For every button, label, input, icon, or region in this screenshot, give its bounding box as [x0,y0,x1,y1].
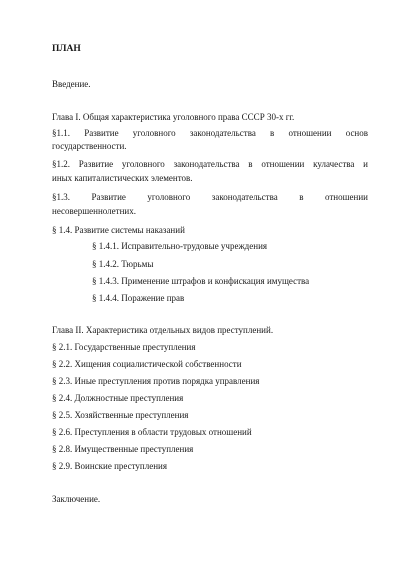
section-2-1: § 2.1. Государственные преступления [52,342,196,352]
section-1-4-4: § 1.4.4. Поражение прав [92,293,185,303]
section-1-4-3: § 1.4.3. Применение штрафов и конфискация имущества [92,276,310,286]
section-1-4-2: § 1.4.2. Тюрьмы [92,259,154,269]
section-1-3-line2: несовершеннолетних. [52,206,136,216]
section-2-3: § 2.3. Иные преступления против порядка управления [52,376,260,386]
section-2-5: § 2.5. Хозяйственные преступления [52,410,189,420]
section-2-9: § 2.9. Воинские преступления [52,461,167,471]
chapter-2-title: Глава II. Характеристика отдельных видов преступлений. [52,325,274,335]
section-1-4: § 1.4. Развитие системы наказаний [52,225,185,235]
chapter-1-title: Глава I. Общая характеристика уголовного права СССР 30-х гг. [52,112,295,122]
section-1-2-line1: §1.2. Развитие уголовного законодательства в отношении кулачества и [52,159,368,169]
section-2-2: § 2.2. Хищения социалистической собственности [52,359,242,369]
conclusion-heading: Заключение. [52,494,101,504]
intro-heading: Введение. [52,79,91,89]
section-2-4: § 2.4. Должностные преступления [52,393,184,403]
section-2-6: § 2.6. Преступления в области трудовых отношений [52,427,252,437]
section-1-2-line2: иных капиталистических элементов. [52,173,193,183]
section-1-1-line1: §1.1. Развитие уголовного законодательства в отношении основ [52,128,368,138]
section-1-3-line1: §1.3. Развитие уголовного законодательства в отношении [52,192,368,202]
page-title: ПЛАН [52,44,81,54]
section-1-4-1: § 1.4.1. Исправительно-трудовые учреждения [92,241,268,251]
section-2-8: § 2.8. Имущественные преступления [52,444,194,454]
section-1-1-line2: государственности. [52,141,127,151]
